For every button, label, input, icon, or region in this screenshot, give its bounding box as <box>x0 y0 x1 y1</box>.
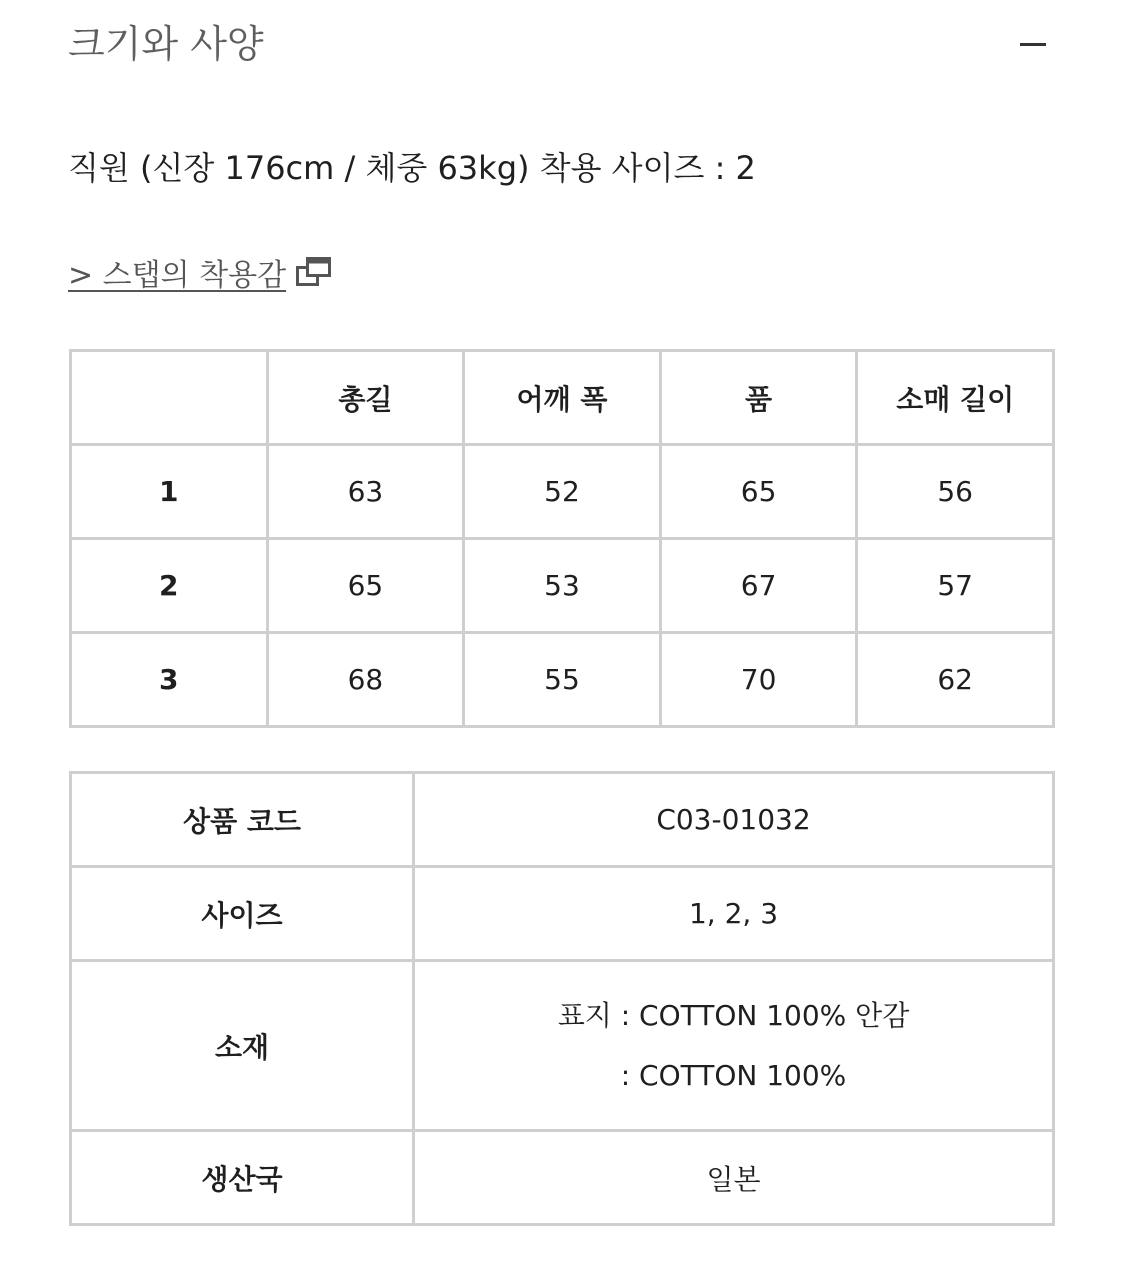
header-sleeve-length: 소매 길이 <box>857 351 1054 445</box>
section-header[interactable] <box>68 14 1058 74</box>
table-cell: 68 <box>267 633 464 727</box>
header-chest-width: 품 <box>660 351 857 445</box>
size-label: 2 <box>71 539 268 633</box>
size-label: 3 <box>71 633 268 727</box>
material-outer: 표지 : COTTON 100% 안감 <box>557 998 910 1032</box>
table-cell: 65 <box>267 539 464 633</box>
sizes-value: 1, 2, 3 <box>414 867 1054 961</box>
table-cell: 70 <box>660 633 857 727</box>
table-cell: 65 <box>660 445 857 539</box>
origin-label: 생산국 <box>71 1131 414 1225</box>
spec-row-material <box>71 961 1054 1131</box>
table-row <box>71 633 1054 727</box>
header-total-length: 총길 <box>267 351 464 445</box>
table-cell: 67 <box>660 539 857 633</box>
section-title: 크기와 사양 <box>68 22 264 66</box>
spec-row-product-code <box>71 773 1054 867</box>
size-table <box>69 349 1055 728</box>
new-window-icon <box>296 256 332 288</box>
table-cell: 57 <box>857 539 1054 633</box>
table-cell: 63 <box>267 445 464 539</box>
staff-fit-link[interactable] <box>68 248 332 296</box>
origin-value: 일본 <box>414 1131 1054 1225</box>
spec-table <box>69 771 1055 1226</box>
spec-row-origin <box>71 1131 1054 1225</box>
sizes-label: 사이즈 <box>71 867 414 961</box>
product-code-value: C03-01032 <box>414 773 1054 867</box>
table-row <box>71 539 1054 633</box>
table-cell: 52 <box>464 445 661 539</box>
spec-row-sizes <box>71 867 1054 961</box>
minus-icon <box>1020 43 1046 46</box>
size-label: 1 <box>71 445 268 539</box>
size-table-header-row <box>71 351 1054 445</box>
table-row <box>71 445 1054 539</box>
size-table-corner <box>71 351 268 445</box>
staff-fit-link-label[interactable]: > 스탭의 착용감 <box>68 258 287 293</box>
staff-fit-note: 직원 (신장 176cm / 체중 63kg) 착용 사이즈 : 2 <box>68 149 756 187</box>
table-cell: 55 <box>464 633 661 727</box>
product-code-label: 상품 코드 <box>71 773 414 867</box>
table-cell: 53 <box>464 539 661 633</box>
collapse-button[interactable] <box>1018 24 1058 64</box>
material-label: 소재 <box>71 961 414 1131</box>
material-lining: : COTTON 100% <box>620 1058 847 1092</box>
table-cell: 62 <box>857 633 1054 727</box>
table-cell: 56 <box>857 445 1054 539</box>
material-value <box>414 961 1054 1131</box>
header-shoulder-width: 어깨 폭 <box>464 351 661 445</box>
